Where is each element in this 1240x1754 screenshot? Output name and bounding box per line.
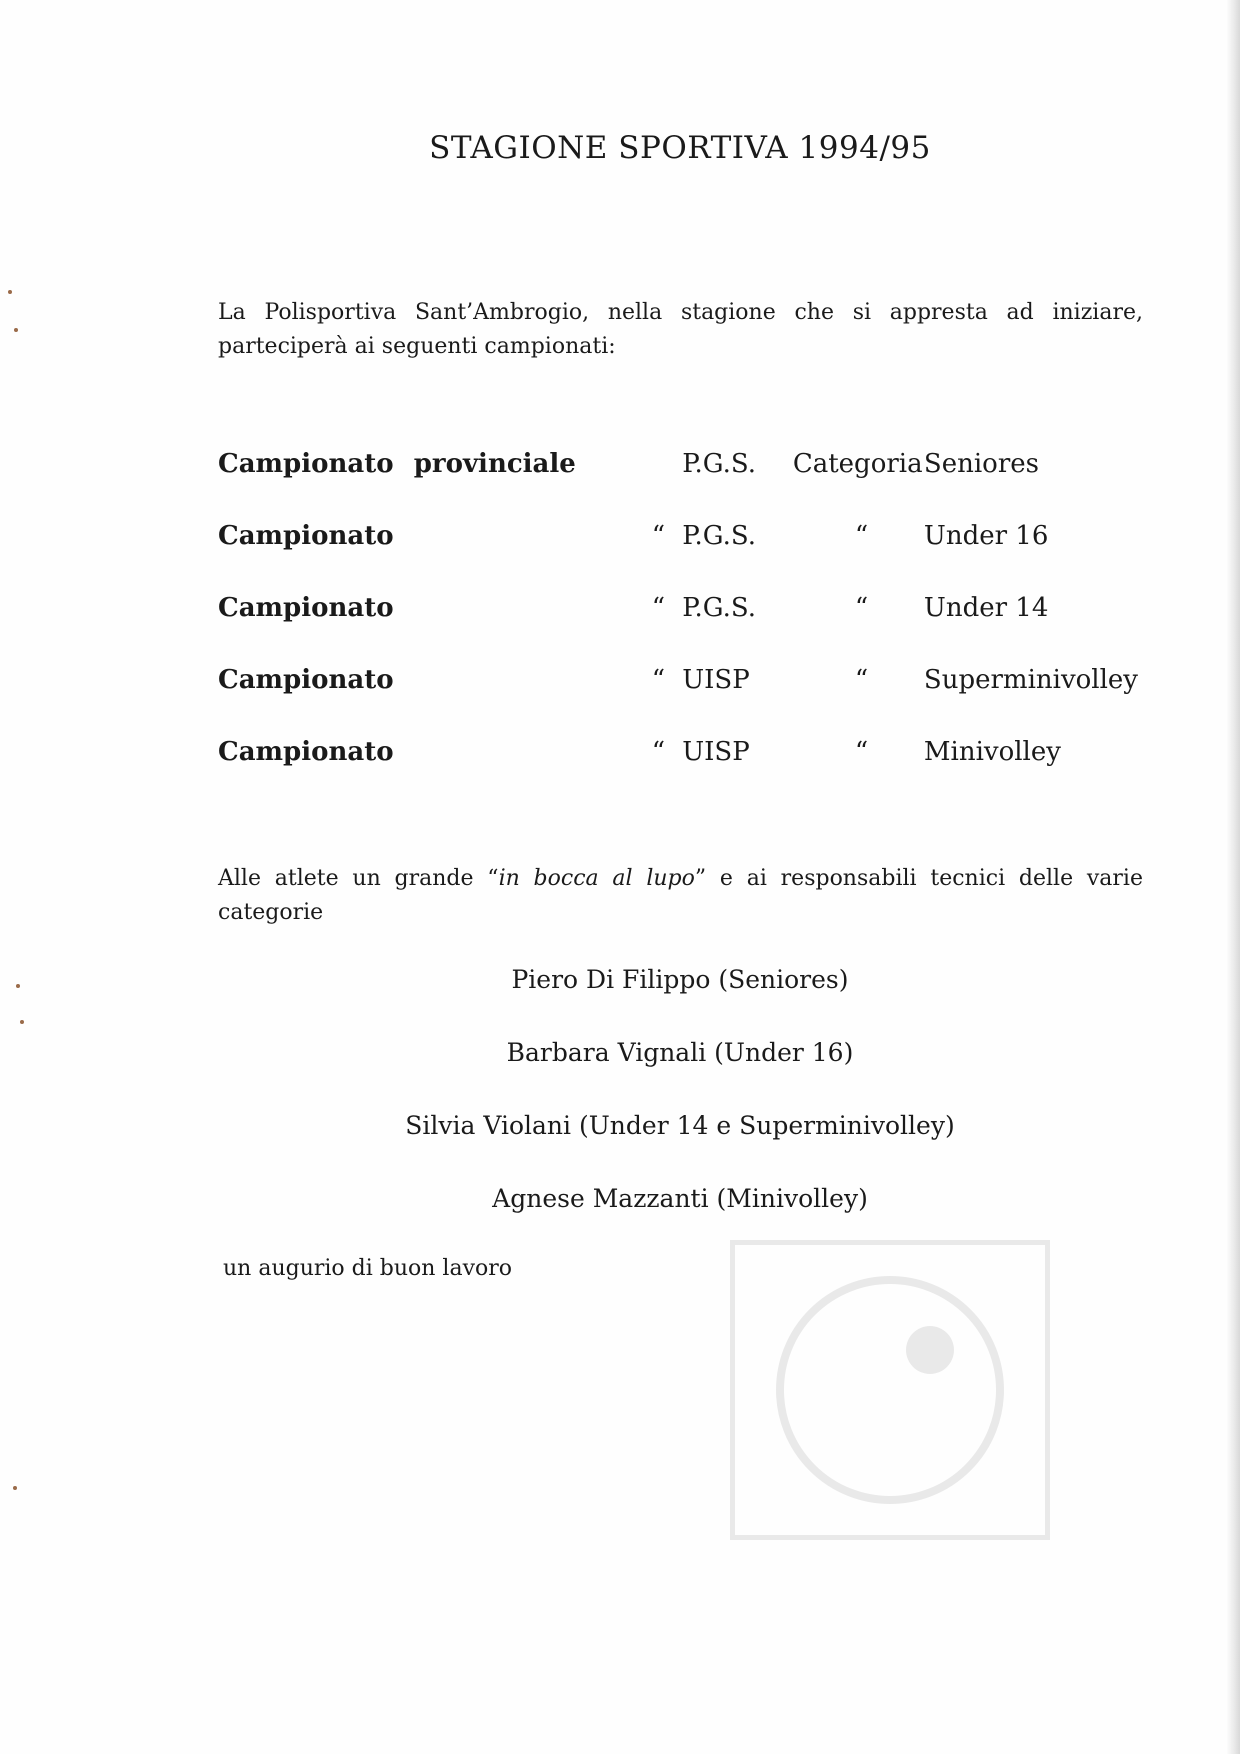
table-row <box>218 572 1138 644</box>
table-row <box>218 500 1138 572</box>
championship-organization: P.G.S. <box>682 521 756 551</box>
closing-line: un augurio di buon lavoro <box>223 1256 513 1281</box>
championship-level-ditto: “ <box>651 737 666 767</box>
championship-name: Campionato <box>218 737 394 767</box>
championship-category: Under 14 <box>923 593 1049 623</box>
page-edge-shadow <box>1226 0 1240 1754</box>
wishes-paragraph <box>218 862 1143 930</box>
championship-level-ditto: “ <box>651 593 666 623</box>
championship-organization: P.G.S. <box>682 593 756 623</box>
championships-table <box>218 428 1138 788</box>
wishes-emphasis: in bocca al lupo <box>498 866 695 891</box>
championship-category: Minivolley <box>923 737 1061 767</box>
faint-watermark-emblem <box>730 1240 1050 1540</box>
coach-item: Barbara Vignali (Under 16) <box>506 1038 854 1067</box>
intro-paragraph: La Polisportiva Sant’Ambrogio, nella stagione che si appresta ad iniziare, parteciperà ai seguenti campionati: <box>218 300 1143 359</box>
category-label-ditto: “ <box>854 737 869 767</box>
championship-name: Campionato <box>218 521 394 551</box>
championship-level-ditto: “ <box>651 665 666 695</box>
championship-level: provinciale <box>413 449 576 479</box>
championship-name: Campionato <box>218 665 394 695</box>
table-row <box>218 428 1138 500</box>
championship-organization: P.G.S. <box>682 449 756 479</box>
coach-item: Piero Di Filippo (Seniores) <box>511 965 849 994</box>
wishes-text-start: Alle atlete un grande “ <box>218 866 499 891</box>
championship-organization: UISP <box>682 737 750 767</box>
coach-item: Silvia Violani (Under 14 e Superminivolley) <box>405 1111 955 1140</box>
championship-name: Campionato <box>218 449 394 479</box>
championship-name: Campionato <box>218 593 394 623</box>
table-row <box>218 644 1138 716</box>
wishes-text-end: ” e ai responsabili tecnici delle varie categorie <box>218 866 1143 925</box>
championship-organization: UISP <box>682 665 750 695</box>
scan-speck <box>8 290 12 294</box>
category-label-ditto: “ <box>854 665 869 695</box>
scan-speck <box>14 328 18 332</box>
table-row <box>218 716 1138 788</box>
category-label-ditto: “ <box>854 521 869 551</box>
coaches-list <box>0 960 1240 1252</box>
championship-category: Superminivolley <box>923 665 1138 695</box>
championship-level-ditto: “ <box>651 521 666 551</box>
page-title: STAGIONE SPORTIVA 1994/95 <box>429 130 931 166</box>
coach-item: Agnese Mazzanti (Minivolley) <box>492 1184 868 1213</box>
category-label-ditto: “ <box>854 593 869 623</box>
category-label: Categoria <box>792 449 923 479</box>
championship-category: Under 16 <box>923 521 1049 551</box>
scan-speck <box>13 1486 17 1490</box>
championship-category: Seniores <box>923 449 1039 479</box>
